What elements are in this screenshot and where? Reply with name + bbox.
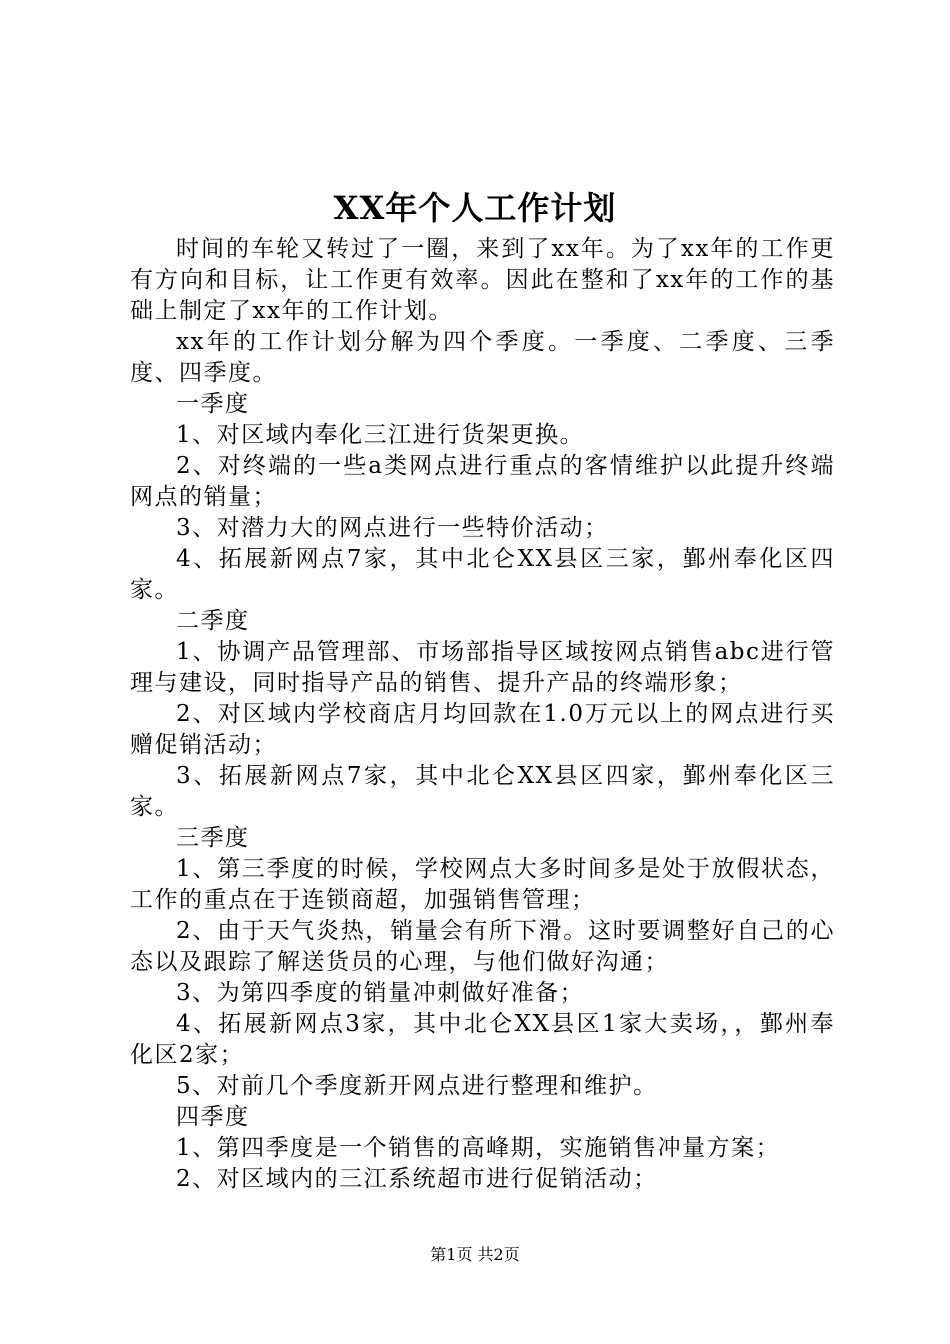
- list-item: 3、为第四季度的销量冲刺做好准备；: [176, 980, 585, 1006]
- section-heading-q2: 二季度: [176, 608, 250, 634]
- list-item: 2、对区域内的三江系统超市进行促销活动；: [176, 1166, 658, 1192]
- list-item: 2、由于天气炎热，销量会有所下滑。这时要调整好自己的心态以及跟踪了解送货员的心理，与他们做好沟通；: [130, 918, 835, 975]
- document-body: [130, 234, 835, 1195]
- list-item: 1、协调产品管理部、市场部指导区域按网点销售abc进行管理与建设，同时指导产品的销售、提升产品的终端形象；: [130, 639, 835, 696]
- list-item: 2、对终端的一些a类网点进行重点的客情维护以此提升终端网点的销量；: [130, 453, 835, 510]
- list-item: 3、对潜力大的网点进行一些特价活动；: [176, 515, 609, 541]
- section-heading-q4: 四季度: [176, 1104, 250, 1130]
- paragraph: 时间的车轮又转过了一圈，来到了xx年。为了xx年的工作更有方向和目标，让工作更有效率。因此在整和了xx年的工作的基础上制定了xx年的工作计划。: [130, 236, 835, 324]
- list-item: 1、对区域内奉化三江进行货架更换。: [176, 422, 585, 448]
- list-item: 3、拓展新网点7家，其中北仑XX县区四家，鄞州奉化区三家。: [130, 763, 835, 820]
- list-item: 4、拓展新网点3家，其中北仑XX县区1家大卖场，，鄞州奉化区2家；: [130, 1011, 835, 1068]
- page-number: 第1页 共2页: [430, 1245, 520, 1264]
- paragraph: xx年的工作计划分解为四个季度。一季度、二季度、三季度、四季度。: [130, 329, 835, 386]
- list-item: 1、第四季度是一个销售的高峰期，实施销售冲量方案；: [176, 1135, 781, 1161]
- section-heading-q3: 三季度: [176, 825, 250, 851]
- list-item: 1、第三季度的时候，学校网点大多时间多是处于放假状态，工作的重点在于连锁商超，加强销售管理；: [130, 856, 835, 913]
- list-item: 4、拓展新网点7家，其中北仑XX县区三家，鄞州奉化区四家。: [130, 546, 835, 603]
- page-title: XX年个人工作计划: [333, 189, 617, 227]
- list-item: 5、对前几个季度新开网点进行整理和维护。: [176, 1073, 658, 1099]
- list-item: 2、对区域内学校商店月均回款在1.0万元以上的网点进行买赠促销活动；: [130, 701, 835, 758]
- section-heading-q1: 一季度: [176, 391, 250, 417]
